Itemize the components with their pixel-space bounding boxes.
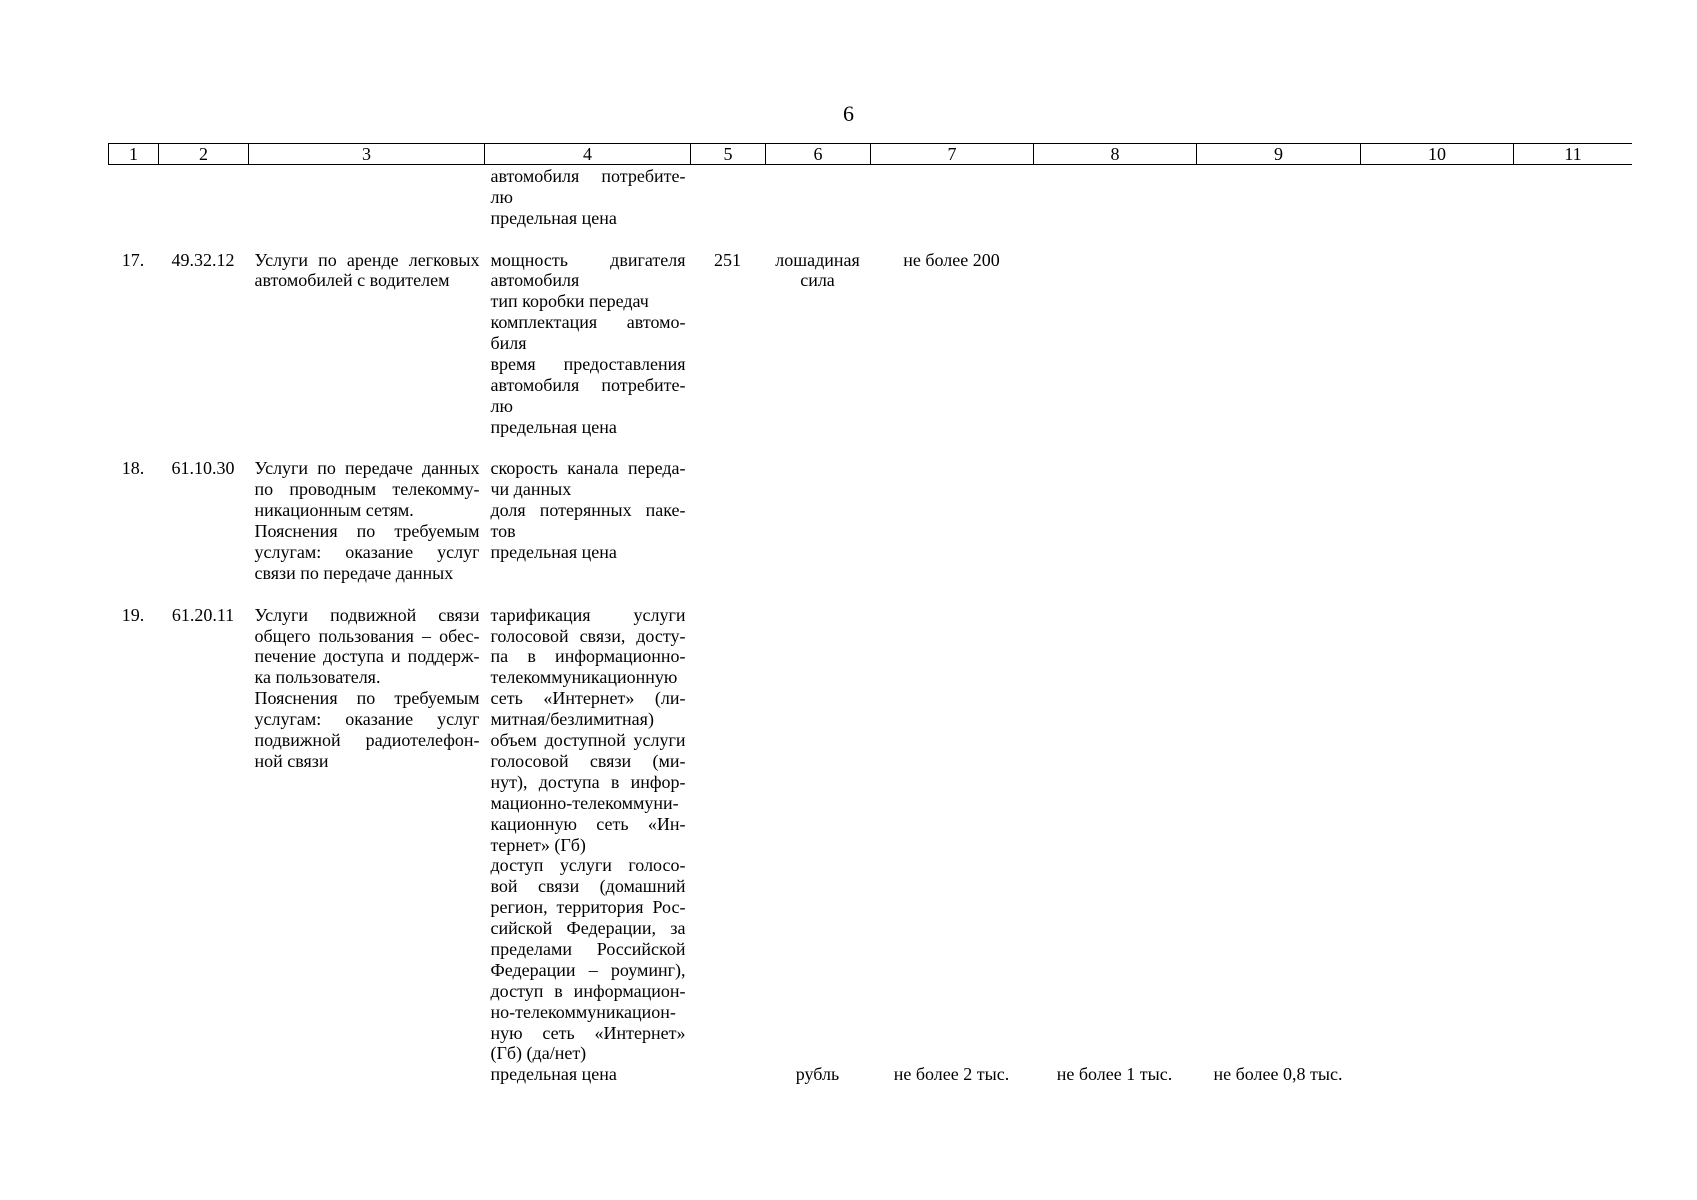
value-col-9-cell [1196, 605, 1360, 1085]
text-line: Услуги подвижной связи [254, 604, 480, 625]
column-number-1: 1 [108, 144, 158, 164]
text-line: Пояснения по требуемым [254, 521, 480, 542]
empty-cell [1196, 166, 1360, 229]
column-number-3: 3 [248, 144, 484, 164]
text-line: кационную сеть «Ин- [490, 813, 686, 834]
text-line: доступ услуги голосо- [490, 855, 686, 876]
empty-cell [1513, 250, 1632, 438]
page-number: 6 [843, 101, 854, 126]
text-line: сеть «Интернет» (ли- [490, 688, 686, 709]
column-number-7: 7 [870, 144, 1033, 164]
text-line: предельная цена [490, 542, 617, 563]
text-line: сила [800, 270, 835, 291]
text-line: печение доступа и поддерж- [254, 646, 480, 667]
item-name [248, 605, 484, 1085]
empty-cell [1360, 458, 1513, 583]
empty-cell [108, 166, 158, 229]
table-row [108, 250, 1632, 459]
column-number-5: 5 [690, 144, 765, 164]
empty-cell [870, 458, 1033, 583]
value-col-9: не более 0,8 тыс. [1213, 1064, 1343, 1085]
text-line: тип коробки передач [490, 291, 649, 312]
empty-cell [1360, 250, 1513, 438]
text-line: голосовой связи (ми- [490, 750, 686, 771]
text-line: чи данных [490, 479, 572, 500]
empty-cell [1033, 458, 1196, 583]
unit-code: 251 [714, 249, 741, 270]
empty-cell [870, 166, 1033, 229]
empty-cell [765, 166, 870, 229]
item-code: 61.10.30 [171, 458, 235, 479]
text-line: лю [490, 186, 513, 207]
empty-cell [690, 458, 765, 583]
unit-name: рубль [795, 1064, 840, 1085]
text-line: объем доступной услуги [490, 730, 686, 751]
column-number-4: 4 [484, 144, 690, 164]
text-line: автомобиля потребите- [490, 374, 686, 395]
text-line: услугам: оказание услуг [254, 542, 480, 563]
column-number-10: 10 [1360, 144, 1513, 164]
text-line: ную сеть «Интернет» [490, 1022, 686, 1043]
item-characteristics [484, 458, 690, 583]
column-number-11: 11 [1513, 144, 1632, 164]
table-body [108, 166, 1632, 1106]
text-line: тов [490, 521, 516, 542]
text-line: сийской Федерации, за [490, 918, 686, 939]
text-line: Услуги по передаче данных [254, 458, 480, 479]
item-name [248, 458, 484, 583]
empty-cell [1033, 250, 1196, 438]
row-number: 18. [121, 458, 145, 479]
text-line: (Гб) (да/нет) [490, 1043, 587, 1064]
empty-cell [248, 166, 484, 229]
value-col-7: не более 2 тыс. [893, 1064, 1010, 1085]
text-line: нут), доступа в инфор- [490, 771, 686, 792]
text-line: тернет» (Гб) [490, 834, 586, 855]
text-line: ной связи [254, 750, 329, 771]
text-line: автомобилей с водителем [254, 270, 450, 291]
empty-cell [1033, 166, 1196, 229]
text-line: лю [490, 395, 513, 416]
text-line: автомобиля потребите- [490, 166, 686, 186]
table-row [108, 166, 1632, 250]
item-code: 61.20.11 [171, 604, 235, 625]
column-number-6: 6 [765, 144, 870, 164]
text-line: доступ в информацион- [490, 980, 686, 1001]
text-line: тарификация услуги [490, 604, 686, 625]
value-col-7: не более 200 [903, 249, 1000, 270]
unit-name-cell [765, 605, 870, 1085]
text-line: связи по передаче данных [254, 562, 454, 583]
item-name [248, 250, 484, 438]
table-row [108, 458, 1632, 604]
text-line: регион, территория Рос- [490, 897, 686, 918]
text-line: Федерации – роуминг), [490, 959, 686, 980]
empty-cell [1360, 166, 1513, 229]
text-line: доля потерянных паке- [490, 500, 686, 521]
text-line: предельная цена [490, 416, 617, 437]
table-row [108, 605, 1632, 1106]
text-line: мационно-телекоммуни- [490, 792, 679, 813]
empty-cell [158, 166, 248, 229]
value-col-8-cell [1033, 605, 1196, 1085]
item-characteristics [484, 250, 690, 438]
column-number-2: 2 [158, 144, 248, 164]
empty-cell [1513, 605, 1632, 1085]
text-line: вой связи (домашний [490, 876, 686, 897]
text-line: скорость канала переда- [490, 458, 686, 479]
text-line: подвижной радиотелефон- [254, 730, 480, 751]
empty-cell [1513, 458, 1632, 583]
column-number-9: 9 [1196, 144, 1360, 164]
empty-cell [1513, 166, 1632, 229]
text-line: но-телекоммуникацион- [490, 1001, 676, 1022]
empty-cell [1196, 458, 1360, 583]
text-line: по проводным телекомму- [254, 479, 480, 500]
empty-cell [690, 605, 765, 1085]
text-line: митная/безлимитная) [490, 709, 654, 730]
table-header-row [108, 143, 1632, 165]
item-characteristics [484, 166, 690, 229]
text-line: никационным сетям. [254, 500, 414, 521]
text-line: общего пользования – обес- [254, 625, 480, 646]
row-number: 17. [121, 249, 145, 270]
empty-cell [765, 458, 870, 583]
row-number: 19. [121, 604, 145, 625]
empty-cell [1360, 605, 1513, 1085]
unit-name [765, 250, 870, 438]
text-line: ка пользователя. [254, 667, 381, 688]
value-col-8: не более 1 тыс. [1056, 1064, 1173, 1085]
text-line: лошадиная [775, 249, 860, 270]
text-line: биля [490, 333, 527, 354]
text-line: комплектация автомо- [490, 312, 686, 333]
text-line: голосовой связи, досту- [490, 625, 686, 646]
value-col-7-cell [870, 605, 1033, 1085]
text-line: предельная цена [490, 1064, 617, 1085]
text-line: автомобиля [490, 270, 580, 291]
text-line: время предоставления [490, 354, 686, 375]
empty-cell [1196, 250, 1360, 438]
text-line: па в информационно- [490, 646, 686, 667]
text-line: Пояснения по требуемым [254, 688, 480, 709]
text-line: мощность двигателя [490, 249, 686, 270]
text-line: предельная цена [490, 207, 617, 228]
text-line: телекоммуникационную [490, 667, 678, 688]
item-code: 49.32.12 [171, 249, 235, 270]
item-characteristics [484, 605, 690, 1085]
empty-cell [690, 166, 765, 229]
column-number-8: 8 [1033, 144, 1196, 164]
text-line: Услуги по аренде легковых [254, 249, 480, 270]
text-line: услугам: оказание услуг [254, 709, 480, 730]
text-line: пределами Российской [490, 938, 686, 959]
